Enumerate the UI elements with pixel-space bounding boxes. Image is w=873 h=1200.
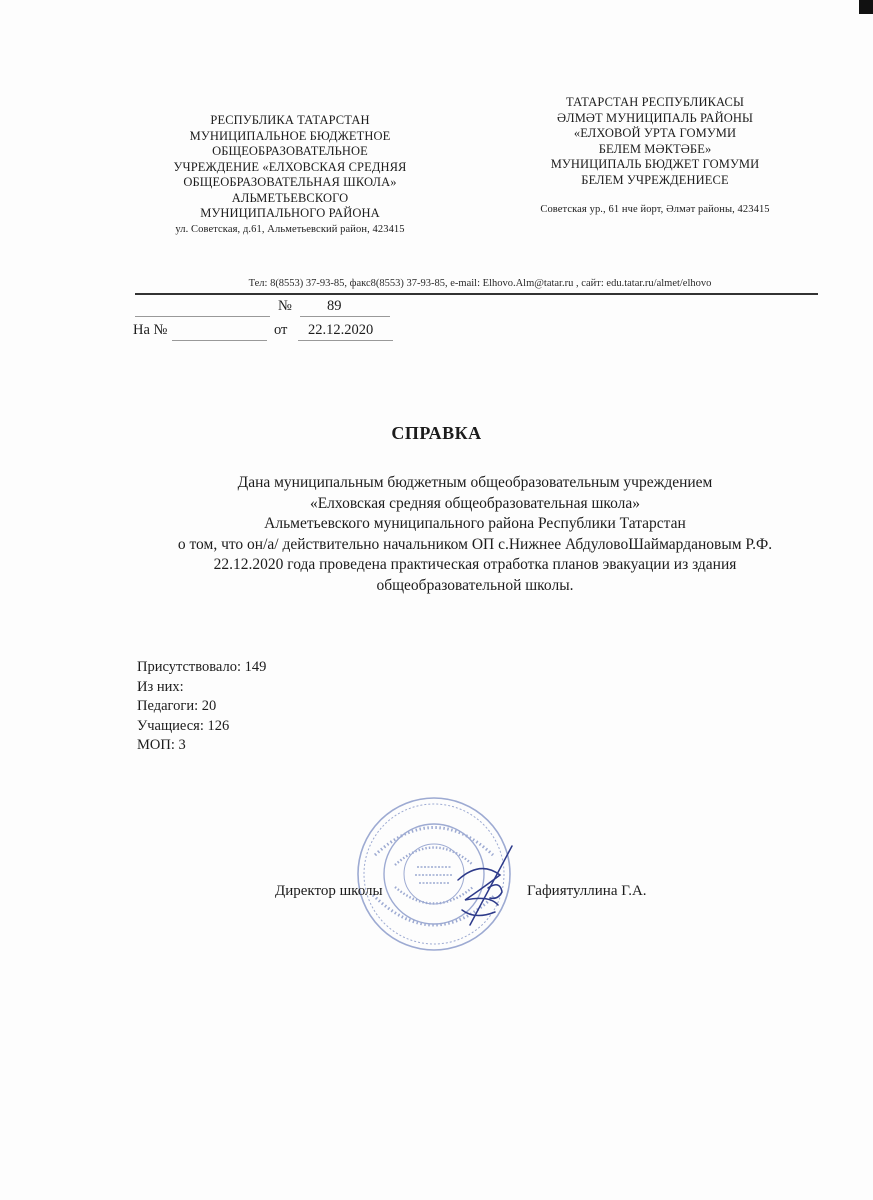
header-right-line: БЕЛЕМ УЧРЕЖДЕНИЕСЕ	[581, 172, 729, 187]
header-right-line: ТАТАРСТАН РЕСПУБЛИКАСЫ	[566, 95, 744, 109]
header-left-line: ОБЩЕОБРАЗОВАТЕЛЬНОЕ	[212, 144, 368, 158]
reference-label: На №	[133, 322, 168, 338]
body-line: «Елховская средняя общеобразовательная школа»	[309, 494, 641, 512]
handwritten-signature	[440, 840, 535, 930]
header-left-line: РЕСПУБЛИКА ТАТАРСТАН	[210, 113, 370, 127]
header-right-line: МУНИЦИПАЛЬ БЮДЖЕТ ГОМУМИ	[550, 157, 760, 171]
header-right-line: ӘЛМӘТ МУНИЦИПАЛЬ РАЙОНЫ	[557, 110, 753, 125]
header-left	[120, 113, 460, 237]
registration-number-value: 89	[327, 298, 342, 314]
date-underline	[298, 340, 393, 341]
attendance-stats	[137, 658, 266, 756]
header-left-line: МУНИЦИПАЛЬНОГО РАЙОНА	[200, 206, 380, 220]
body-line: Альметьевского муниципального района Республики Татарстан	[264, 515, 686, 532]
signatory-role: Директор школы	[275, 883, 383, 899]
header-right	[510, 95, 800, 218]
stat-line: Из них:	[137, 678, 184, 695]
signatory-name: Гафиятуллина Г.А.	[527, 883, 647, 899]
registration-blank-line	[135, 316, 270, 317]
stat-line: Присутствовало: 149	[137, 659, 267, 675]
header-right-address: Советская ур., 61 нче йорт, Әлмәт районы, 423415	[540, 204, 770, 215]
header-left-line: ОБЩЕОБРАЗОВАТЕЛЬНАЯ ШКОЛА»	[183, 175, 397, 189]
body-line: о том, что он/а/ действительно начальником ОП с.Нижнее АбдуловоШаймардановым Р.Ф.	[177, 535, 773, 553]
stat-line: МОП: 3	[137, 737, 186, 753]
body-line: 22.12.2020 года проведена практическая отработка планов эвакуации из здания	[213, 556, 737, 573]
date-label: от	[274, 322, 288, 338]
registration-number-underline	[300, 316, 390, 317]
date-value: 22.12.2020	[308, 322, 374, 338]
stat-line: Учащиеся: 126	[137, 717, 230, 734]
reference-underline	[172, 340, 267, 341]
header-left-line: МУНИЦИПАЛЬНОЕ БЮДЖЕТНОЕ	[189, 128, 391, 143]
scan-corner-mark	[859, 0, 873, 14]
header-left-address: ул. Советская, д.61, Альметьевский район, 423415	[175, 223, 405, 235]
header-left-line: АЛЬМЕТЬЕВСКОГО	[231, 190, 349, 205]
contacts-line: Тел: 8(8553) 37-93-85, факс8(8553) 37-93-85, e-mail: Elhovo.Alm@tatar.ru , сайт: edu.tatar.ru/almet/elhovo	[248, 278, 712, 289]
header-divider	[135, 293, 818, 295]
header-right-line: «ЕЛХОВОЙ УРТА ГОМУМИ	[573, 126, 737, 140]
header-left-line: УЧРЕЖДЕНИЕ «ЕЛХОВСКАЯ СРЕДНЯЯ	[173, 159, 407, 174]
body-line: общеобразовательной школы.	[376, 576, 574, 594]
document-title: СПРАВКА	[391, 423, 482, 443]
header-right-line: БЕЛЕМ МӘКТӘБЕ»	[598, 141, 712, 156]
registration-number-label: №	[278, 298, 292, 314]
stat-line: Педагоги: 20	[137, 698, 217, 714]
body-line: Дана муниципальным бюджетным общеобразовательным учреждением	[237, 474, 713, 491]
document-body	[100, 473, 850, 596]
